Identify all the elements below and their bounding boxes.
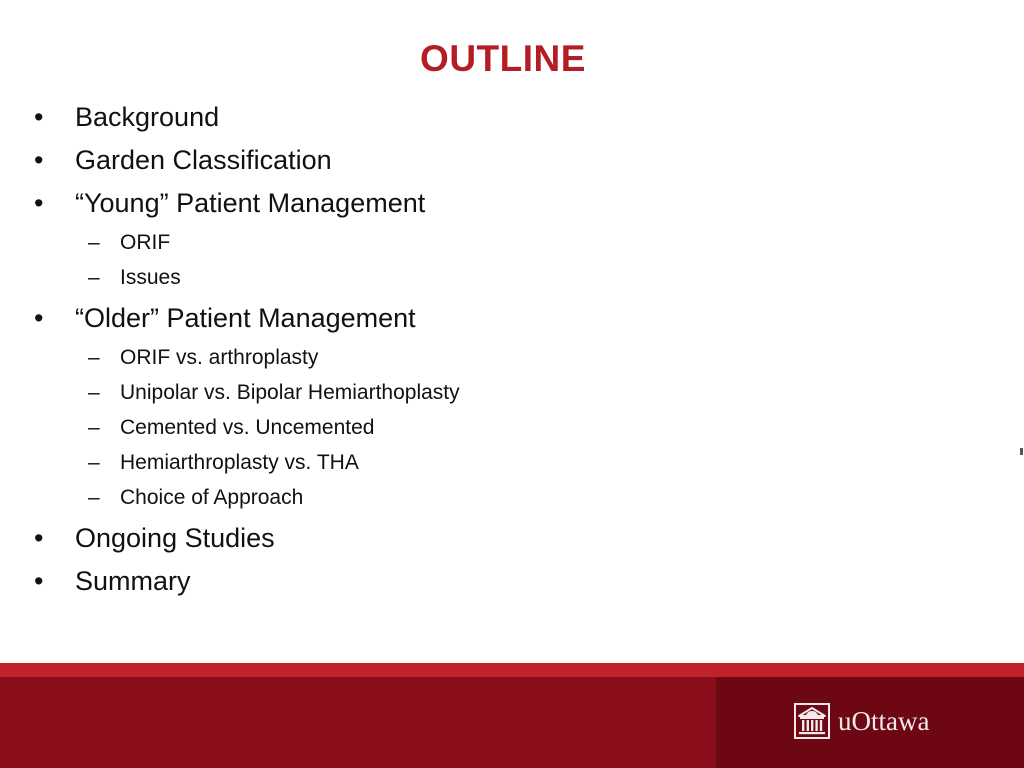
sub-item-orif [0,225,900,260]
slide-title: OUTLINE [420,38,586,79]
dash-marker: – [88,416,100,439]
dash-marker: – [88,266,100,289]
bullet-label: Garden Classification [75,145,332,175]
sub-item-label: ORIF [120,231,171,254]
sub-item-cemented-vs-uncemented [0,410,900,445]
bullet-item-ongoing-studies [0,517,900,560]
uottawa-logo [716,677,1024,768]
dash-marker: – [88,231,100,254]
university-building-icon [794,703,830,739]
bullet-item-background [0,96,900,139]
bullet-label: “Older” Patient Management [75,303,416,333]
bullet-marker: • [34,188,44,218]
dash-marker: – [88,381,100,404]
uottawa-wordmark: uOttawa [838,706,930,736]
dash-marker: – [88,451,100,474]
outline-list [0,96,900,603]
sub-item-issues [0,260,900,295]
bullet-marker: • [34,523,44,553]
bullet-marker: • [34,102,44,132]
dash-marker: – [88,486,100,509]
sub-item-choice-of-approach [0,480,900,515]
footer-band [0,663,1024,768]
sub-item-label: Choice of Approach [120,486,304,509]
bullet-marker: • [34,566,44,596]
bullet-marker: • [34,303,44,333]
sub-item-label: Unipolar vs. Bipolar Hemiarthoplasty [120,381,460,404]
sub-item-hemiarthroplasty-vs-tha [0,445,900,480]
bullet-label: Background [75,102,220,132]
dash-marker: – [88,346,100,369]
sub-item-label: Cemented vs. Uncemented [120,416,375,439]
sub-item-label: Issues [120,266,181,289]
sub-item-label: ORIF vs. arthroplasty [120,346,319,369]
footer-top-stripe [0,663,1024,677]
bullet-label: Summary [75,566,191,596]
sub-item-unipolar-vs-bipolar [0,375,900,410]
edge-mark [1020,448,1023,455]
bullet-item-young-patient-management [0,182,900,225]
bullet-label: Ongoing Studies [75,523,275,553]
bullet-label: “Young” Patient Management [75,188,426,218]
sub-item-orif-vs-arthroplasty [0,340,900,375]
bullet-item-summary [0,560,900,603]
bullet-item-garden-classification [0,139,900,182]
bullet-marker: • [34,145,44,175]
bullet-item-older-patient-management [0,297,900,340]
sub-item-label: Hemiarthroplasty vs. THA [120,451,359,474]
